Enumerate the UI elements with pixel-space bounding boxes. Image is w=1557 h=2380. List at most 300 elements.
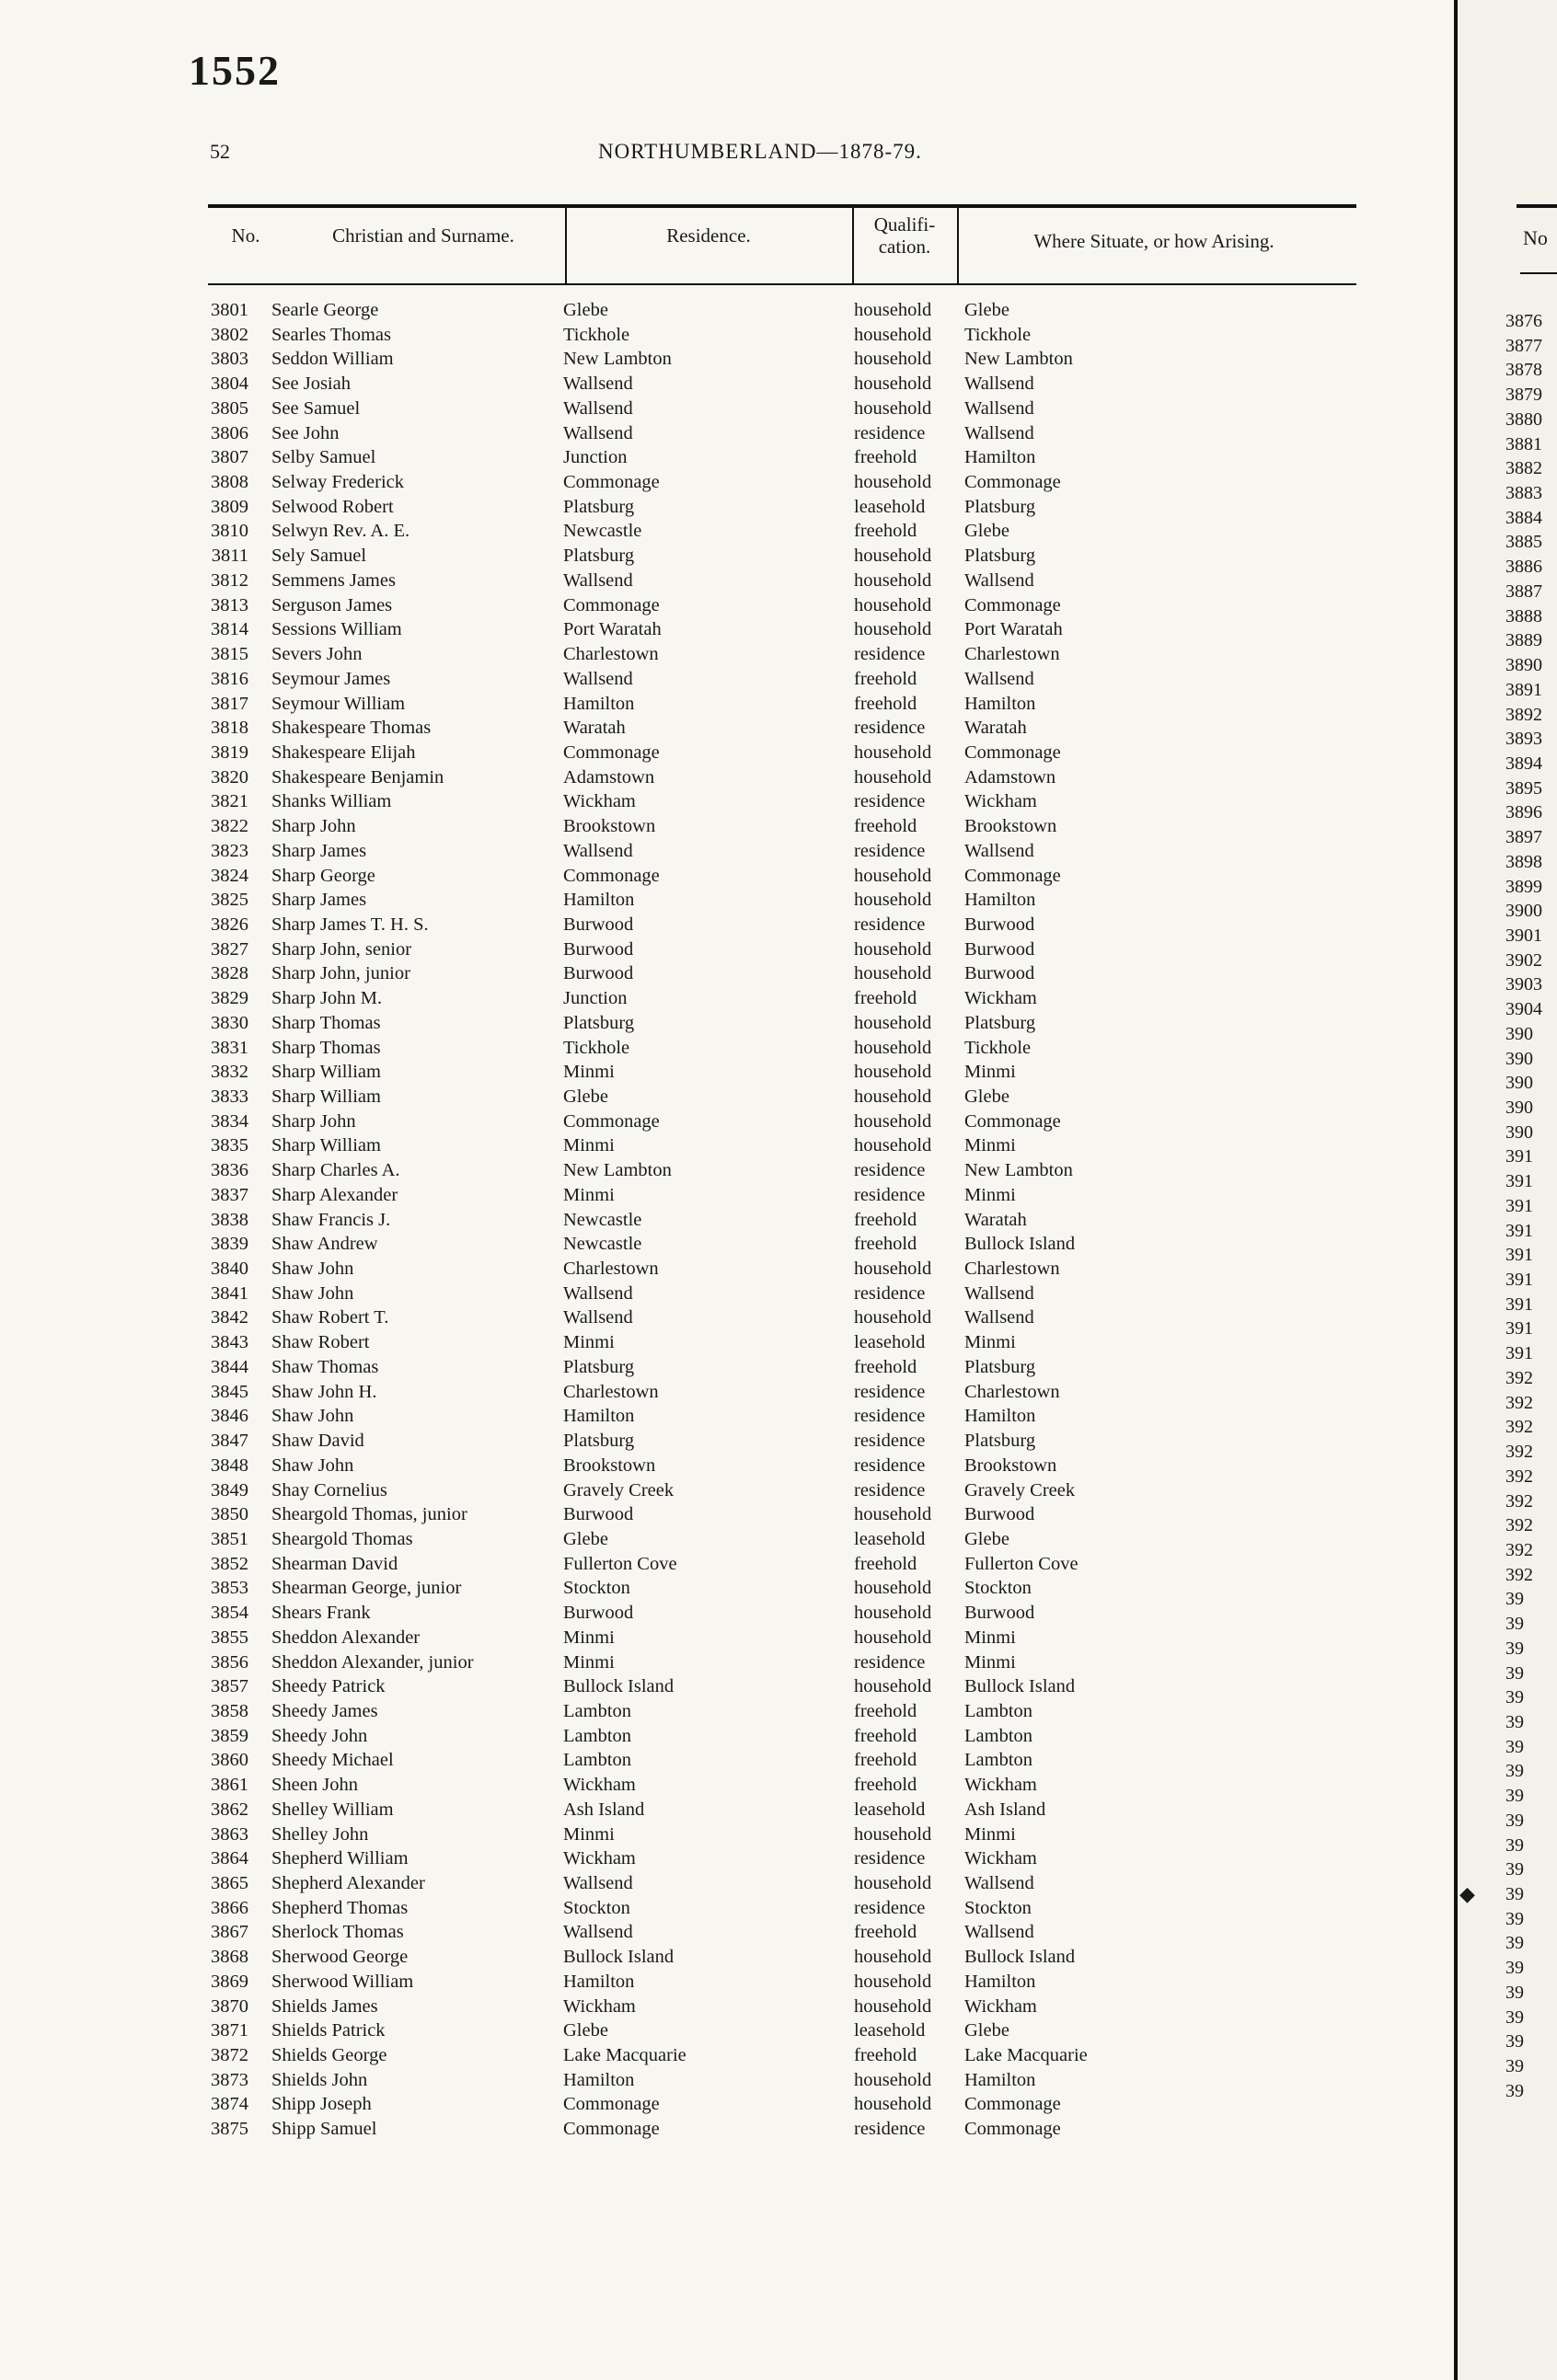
header-bottom-rule [208,283,1356,285]
adjacent-page-number: 390 [1505,1098,1533,1118]
entry-residence: Lambton [563,1725,632,1746]
entry-name: Sharp John [271,1110,356,1132]
entry-number: 3813 [211,594,248,615]
entry-qualification: freehold [854,1209,917,1230]
entry-number: 3862 [211,1799,248,1820]
entry-residence: Commonage [563,742,660,763]
entry-residence: Charlestown [563,1259,659,1280]
entry-name: Sheen John [271,1775,358,1796]
entry-where: Charlestown [964,1259,1060,1280]
entry-number: 3826 [211,914,248,935]
entry-number: 3854 [211,1603,248,1624]
diamond-marker-icon: ◆ [1459,1882,1475,1905]
table-row [0,986,1362,1011]
entry-residence: Platsburg [563,496,635,517]
entry-number: 3803 [211,349,248,370]
adjacent-page-number: 3890 [1505,655,1542,676]
table-row [0,1110,1362,1134]
entry-where: Wallsend [964,1307,1034,1328]
entry-number: 3832 [211,1062,248,1083]
entry-residence: Wallsend [563,668,633,689]
entry-name: Sely Samuel [271,546,367,567]
entry-number: 3828 [211,963,248,984]
entry-qualification: household [854,300,932,320]
adjacent-page-number: 390 [1505,1073,1533,1094]
entry-where: Hamilton [964,1971,1036,1992]
header-no: No. [231,224,260,247]
entry-residence: Minmi [563,1135,615,1156]
header-qualification-line2: cation. [878,236,931,258]
entry-name: Sheedy John [271,1725,368,1746]
table-row [0,1208,1362,1233]
entry-qualification: leasehold [854,1332,926,1353]
header-top-rule [208,204,1356,208]
entry-where: Minmi [964,1651,1016,1673]
adjacent-page-number: 39 [1505,1884,1524,1904]
entry-residence: Burwood [563,963,634,984]
entry-name: Sheedy Michael [271,1750,394,1771]
entry-number: 3846 [211,1406,248,1427]
entry-where: Hamilton [964,693,1036,714]
entry-name: Shelley John [271,1823,369,1845]
entry-qualification: freehold [854,1922,917,1943]
entry-qualification: household [854,472,932,493]
entry-residence: Minmi [563,1627,615,1648]
adjacent-page-number: 39 [1505,2031,1524,2052]
adjacent-page-number: 391 [1505,1270,1533,1291]
adjacent-page-number: 392 [1505,1515,1533,1536]
entry-residence: Glebe [563,1528,608,1549]
entry-name: Sharp John M. [271,988,383,1009]
entry-where: Charlestown [964,644,1060,665]
entry-where: Hamilton [964,2069,1036,2090]
entry-name: Sharp William [271,1135,381,1156]
entry-residence: Wallsend [563,1307,633,1328]
entry-number: 3841 [211,1282,248,1304]
table-row [0,1036,1362,1061]
entry-residence: Junction [563,447,628,468]
entry-where: Minmi [964,1135,1016,1156]
entry-residence: Stockton [563,1578,630,1599]
entry-qualification: household [854,963,932,984]
entry-residence: Bullock Island [563,1947,675,1968]
table-row [0,1846,1362,1871]
entry-number: 3865 [211,1873,248,1893]
entry-where: Wallsend [964,1282,1034,1304]
entry-name: Sheddon Alexander [271,1627,421,1648]
table-row [0,1995,1362,2019]
entry-qualification: household [854,1603,932,1624]
adjacent-page-number: 392 [1505,1392,1533,1413]
table-row [0,1945,1362,1970]
entry-qualification: household [854,865,932,886]
adjacent-page-number: 3903 [1505,974,1542,995]
table-row [0,1822,1362,1847]
entry-qualification: residence [854,1479,926,1500]
page-stamp-number: 1552 [189,47,281,94]
entry-qualification: residence [854,840,926,861]
entry-where: Wallsend [964,1922,1034,1943]
table-row [0,1158,1362,1183]
header-qualification-line1: Qualifi- [873,213,936,236]
table-row [0,1576,1362,1601]
entry-qualification: household [854,594,932,615]
entry-residence: Charlestown [563,1381,659,1402]
entry-number: 3816 [211,668,248,689]
table-row [0,2068,1362,2093]
entry-qualification: residence [854,791,926,812]
entry-where: Waratah [964,1209,1027,1230]
entry-name: See Josiah [271,374,351,395]
entry-qualification: residence [854,2119,926,2140]
entry-qualification: freehold [854,1750,917,1771]
entry-where: Bullock Island [964,1947,1076,1968]
adjacent-page-number: 3902 [1505,949,1542,971]
entry-residence: Port Waratah [563,619,662,640]
table-row [0,470,1362,495]
adjacent-page-number: 3901 [1505,925,1542,946]
entry-number: 3848 [211,1454,248,1476]
adjacent-page-number: 391 [1505,1293,1533,1315]
entry-number: 3807 [211,447,248,468]
entry-qualification: residence [854,1454,926,1476]
table-row [0,1748,1362,1773]
entry-where: Platsburg [964,1431,1036,1452]
entry-name: Sherwood George [271,1947,409,1968]
entry-residence: New Lambton [563,1160,672,1181]
entry-number: 3834 [211,1110,248,1132]
table-row [0,1527,1362,1552]
table-row [0,445,1362,470]
adjacent-page-number: 3883 [1505,483,1542,504]
entry-qualification: household [854,2094,932,2115]
entry-qualification: residence [854,1651,926,1673]
table-row [0,1478,1362,1503]
entry-name: Selway Frederick [271,472,405,493]
entry-residence: Newcastle [563,521,642,542]
entry-residence: Brookstown [563,816,656,837]
table-row [0,1454,1362,1478]
entry-where: Glebe [964,521,1009,542]
entry-name: Serguson James [271,594,393,615]
entry-qualification: freehold [854,1234,917,1255]
entry-residence: Commonage [563,2094,660,2115]
entry-name: Sharp Thomas [271,1037,381,1058]
entry-name: Shields James [271,1995,378,2017]
entry-name: Sharp William [271,1087,381,1107]
entry-where: Wallsend [964,1873,1034,1893]
entry-where: Stockton [964,1897,1032,1918]
entry-number: 3860 [211,1750,248,1771]
entry-name: Sherwood William [271,1971,414,1992]
header-qualification [854,213,955,258]
adjacent-page-number: 3889 [1505,630,1542,651]
entry-residence: Platsburg [563,1431,635,1452]
entry-where: Glebe [964,1087,1009,1107]
entry-where: New Lambton [964,1160,1073,1181]
entry-residence: Hamilton [563,1971,635,1992]
entry-where: Platsburg [964,546,1036,567]
entry-number: 3823 [211,840,248,861]
entry-number: 3810 [211,521,248,542]
entry-residence: Minmi [563,1651,615,1673]
adjacent-page-number: 3898 [1505,851,1542,872]
adjacent-page-number: 392 [1505,1539,1533,1560]
entry-where: Wallsend [964,840,1034,861]
entry-where: Wallsend [964,374,1034,395]
entry-name: Shakespeare Elijah [271,742,416,763]
adjacent-page-number: 3879 [1505,385,1542,406]
entry-number: 3839 [211,1234,248,1255]
table-row [0,1970,1362,1995]
table-row [0,741,1362,765]
entry-number: 3872 [211,2045,248,2066]
entry-where: Burwood [964,914,1035,935]
entry-number: 3809 [211,496,248,517]
adjacent-page-number: 39 [1505,1908,1524,1929]
entry-residence: Charlestown [563,644,659,665]
table-row [0,323,1362,348]
table-row [0,372,1362,397]
adjacent-page-number: 3892 [1505,704,1542,725]
entry-residence: Newcastle [563,1234,642,1255]
entry-residence: Glebe [563,1087,608,1107]
adjacent-page-number: 3904 [1505,999,1542,1020]
entry-residence: Gravely Creek [563,1479,675,1500]
running-title: NORTHUMBERLAND—1878-79. [598,140,922,163]
entry-where: Commonage [964,472,1061,493]
entry-where: Burwood [964,963,1035,984]
adjacent-page-number: 39 [1505,2056,1524,2077]
entry-where: Burwood [964,1603,1035,1624]
entry-where: Platsburg [964,496,1036,517]
entry-number: 3805 [211,397,248,419]
entry-qualification: household [854,1627,932,1648]
elector-list [0,298,1362,2142]
entry-number: 3842 [211,1307,248,1328]
entry-number: 3840 [211,1259,248,1280]
entry-residence: Minmi [563,1062,615,1083]
entry-name: Shaw John [271,1454,354,1476]
entry-qualification: residence [854,1406,926,1427]
entry-qualification: household [854,569,932,591]
entry-name: Sharp George [271,865,375,886]
table-row [0,1626,1362,1650]
entry-name: Shears Frank [271,1603,371,1624]
table-row [0,298,1362,323]
entry-qualification: residence [854,1184,926,1205]
adjacent-page-number: 390 [1505,1023,1533,1044]
entry-name: Shaw Thomas [271,1356,379,1377]
table-row [0,1552,1362,1577]
adjacent-page-number: 3886 [1505,557,1542,578]
page-number: 52 [210,140,230,163]
entry-qualification: freehold [854,816,917,837]
entry-qualification: household [854,742,932,763]
entry-where: Platsburg [964,1356,1036,1377]
entry-qualification: leasehold [854,1799,926,1820]
adjacent-page-number: 3896 [1505,802,1542,823]
table-row [0,789,1362,814]
entry-where: Commonage [964,742,1061,763]
entry-qualification: household [854,324,932,345]
entry-number: 3819 [211,742,248,763]
adjacent-page-number: 39 [1505,1662,1524,1684]
entry-name: Sheedy James [271,1700,378,1721]
entry-where: Glebe [964,1528,1009,1549]
entry-number: 3825 [211,890,248,911]
table-row [0,1773,1362,1798]
entry-residence: Burwood [563,914,634,935]
table-row [0,2043,1362,2068]
entry-residence: Commonage [563,865,660,886]
entry-name: Selwyn Rev. A. E. [271,521,410,542]
entry-qualification: residence [854,1282,926,1304]
entry-number: 3849 [211,1479,248,1500]
entry-name: Sharp William [271,1062,381,1083]
entry-number: 3814 [211,619,248,640]
entry-qualification: household [854,938,932,960]
adjacent-page-number: 39 [1505,1761,1524,1782]
entry-qualification: household [854,1947,932,1968]
table-row [0,1601,1362,1626]
entry-name: Shields Patrick [271,2020,386,2041]
adjacent-page-number: 3888 [1505,605,1542,627]
entry-qualification: household [854,1062,932,1083]
entry-number: 3868 [211,1947,248,1968]
entry-number: 3808 [211,472,248,493]
entry-number: 3867 [211,1922,248,1943]
entry-qualification: household [854,1110,932,1132]
entry-qualification: freehold [854,668,917,689]
entry-qualification: household [854,1259,932,1280]
entry-number: 3850 [211,1504,248,1525]
entry-residence: Wallsend [563,1922,633,1943]
entry-qualification: household [854,1873,932,1893]
entry-number: 3821 [211,791,248,812]
adjacent-page-number: 39 [1505,1982,1524,2003]
adjacent-page-number: 3895 [1505,777,1542,799]
entry-name: Shields John [271,2069,368,2090]
entry-residence: Wallsend [563,422,633,443]
entry-name: Shaw John [271,1282,354,1304]
entry-number: 3847 [211,1431,248,1452]
entry-number: 3853 [211,1578,248,1599]
entry-where: Wallsend [964,422,1034,443]
entry-where: Minmi [964,1823,1016,1845]
entry-name: Semmens James [271,569,396,591]
entry-residence: Wallsend [563,374,633,395]
adjacent-page-number: 392 [1505,1564,1533,1585]
entry-qualification: residence [854,1897,926,1918]
adjacent-page-number: 3878 [1505,360,1542,381]
entry-qualification: household [854,890,932,911]
entry-qualification: freehold [854,693,917,714]
entry-number: 3869 [211,1971,248,1992]
adjacent-page-number: 39 [1505,1834,1524,1856]
table-row [0,692,1362,717]
entry-residence: Wallsend [563,1873,633,1893]
entry-where: Lambton [964,1750,1033,1771]
table-row [0,667,1362,692]
adjacent-page-number: 392 [1505,1442,1533,1463]
entry-where: Ash Island [964,1799,1046,1820]
entry-residence: Wickham [563,1848,636,1869]
entry-name: Shepherd Thomas [271,1897,409,1918]
entry-name: Selby Samuel [271,447,376,468]
table-row [0,1085,1362,1110]
entry-where: Bullock Island [964,1676,1076,1697]
entry-residence: Platsburg [563,546,635,567]
table-row [0,937,1362,962]
table-row [0,495,1362,520]
table-row [0,839,1362,864]
entry-where: Minmi [964,1062,1016,1083]
table-row [0,1650,1362,1675]
entry-residence: Lake Macquarie [563,2045,686,2066]
entry-qualification: leasehold [854,1528,926,1549]
entry-qualification: household [854,397,932,419]
entry-qualification: household [854,619,932,640]
entry-residence: Platsburg [563,1356,635,1377]
table-row [0,397,1362,421]
entry-number: 3855 [211,1627,248,1648]
table-row [0,1305,1362,1330]
entry-where: Burwood [964,938,1035,960]
entry-qualification: residence [854,914,926,935]
entry-where: Commonage [964,594,1061,615]
entry-qualification: household [854,1012,932,1033]
adjacent-page-number: 391 [1505,1343,1533,1364]
adjacent-page-number: 39 [1505,1859,1524,1880]
entry-number: 3835 [211,1135,248,1156]
entry-residence: Minmi [563,1332,615,1353]
entry-name: Shaw Robert [271,1332,370,1353]
entry-residence: Lambton [563,1700,632,1721]
entry-qualification: residence [854,422,926,443]
entry-where: Wallsend [964,569,1034,591]
table-row [0,1896,1362,1921]
table-row [0,716,1362,741]
entry-residence: Adamstown [563,766,655,788]
adjacent-page-number: 3891 [1505,679,1542,700]
entry-qualification: household [854,1135,932,1156]
entry-residence: Minmi [563,1823,615,1845]
header-where: Where Situate, or how Arising. [1033,230,1274,252]
entry-residence: Commonage [563,594,660,615]
adjacent-page-number: 39 [1505,1933,1524,1954]
entry-number: 3829 [211,988,248,1009]
entry-name: Shaw John H. [271,1381,377,1402]
entry-residence: Wickham [563,1775,636,1796]
entry-name: Sharp John, junior [271,963,410,984]
entry-name: Seymour James [271,668,391,689]
entry-qualification: household [854,1578,932,1599]
entry-name: Shearman David [271,1553,398,1574]
table-row [0,421,1362,446]
entry-name: Sharp John, senior [271,938,412,960]
entry-residence: Lambton [563,1750,632,1771]
entry-number: 3833 [211,1087,248,1107]
adjacent-page-number: 3881 [1505,433,1542,454]
entry-qualification: freehold [854,1700,917,1721]
entry-residence: Minmi [563,1184,615,1205]
entry-name: Shaw John [271,1406,354,1427]
entry-name: Searle George [271,300,379,320]
entry-qualification: household [854,2069,932,2090]
table-row [0,617,1362,642]
entry-qualification: freehold [854,447,917,468]
